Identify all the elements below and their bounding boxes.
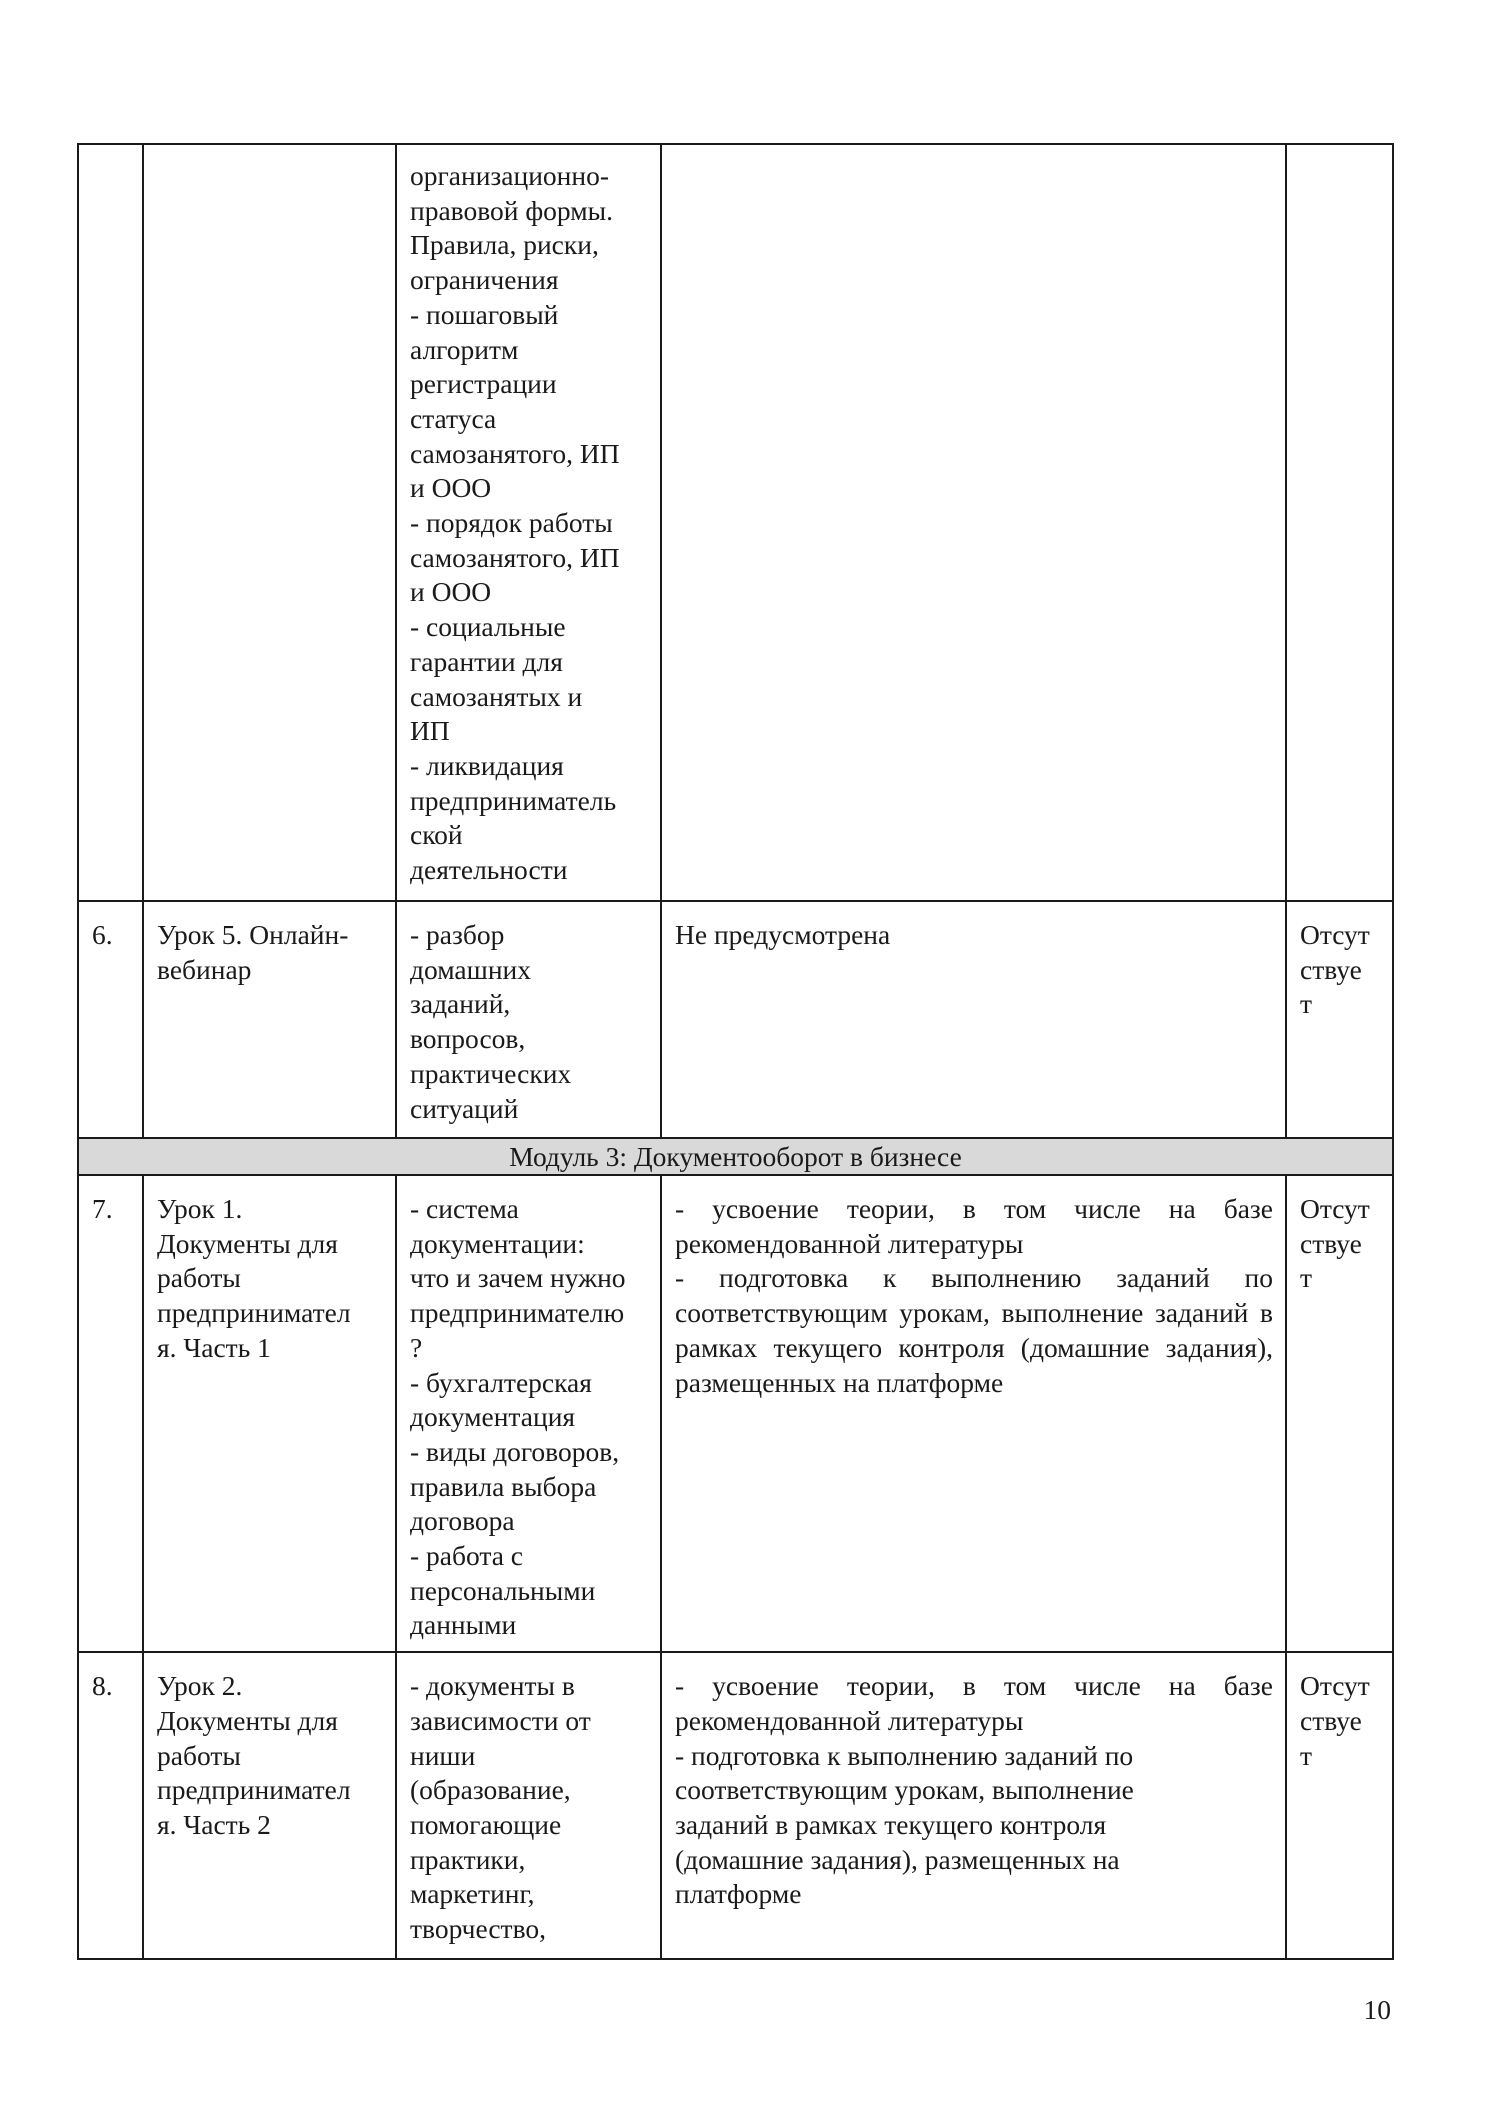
table-row [78,144,1393,901]
control-form-cell: Отсут ствуе т [1286,1175,1393,1652]
content-cell: организационно- правовой формы. Правила, риски, ограничения - пошаговый алгоритм регистрации статуса самозанятого, ИП и ООО - порядок работы самозанятого, ИП и ООО - социальные гарантии для самозанятых и ИП - ликвидация предприниматель ской деятельности [396,144,661,901]
row-number-cell: 8. [78,1652,143,1959]
content-cell: - система документации: что и зачем нужно предпринимателю ? - бухгалтерская документация - виды договоров, правила выбора договора - работа с персональными данными [396,1175,661,1652]
control-form-cell [1286,144,1393,901]
lesson-cell: Урок 5. Онлайн- вебинар [143,901,396,1138]
independent-work-cell: - усвоение теории, в том числе на базе рекомендованной литературы - подготовка к выполнению заданий по соответствующим урокам, выполнение заданий в рамках текущего контроля (домашние задания), размещенных на платформе [661,1652,1286,1959]
module-title: Модуль 3: Документооборот в бизнесе [78,1138,1393,1175]
lesson-cell: Урок 2. Документы для работы предпринимател я. Часть 2 [143,1652,396,1959]
row-number-cell: 7. [78,1175,143,1652]
row-number-cell [78,144,143,901]
table-row [78,1175,1393,1652]
content-cell: - документы в зависимости от ниши (образование, помогающие практики, маркетинг, творчество, [396,1652,661,1959]
control-form-cell: Отсут ствуе т [1286,901,1393,1138]
lesson-cell: Урок 1. Документы для работы предпринимател я. Часть 1 [143,1175,396,1652]
content-cell: - разбор домашних заданий, вопросов, практических ситуаций [396,901,661,1138]
row-number-cell: 6. [78,901,143,1138]
table-row [78,1652,1393,1959]
independent-work-cell [661,144,1286,901]
independent-work-cell: Не предусмотрена [661,901,1286,1138]
lesson-cell [143,144,396,901]
control-form-cell: Отсут ствуе т [1286,1652,1393,1959]
program-table [77,143,1394,1960]
table-row [78,901,1393,1138]
page-number: 10 [1363,1994,1391,2025]
independent-work-cell: - усвоение теории, в том числе на базе рекомендованной литературы - подготовка к выполнению заданий по соответствующим урокам, выполнение заданий в рамках текущего контроля (домашние задания), размещенных на платформе [661,1175,1286,1652]
module-header-row [78,1138,1393,1175]
